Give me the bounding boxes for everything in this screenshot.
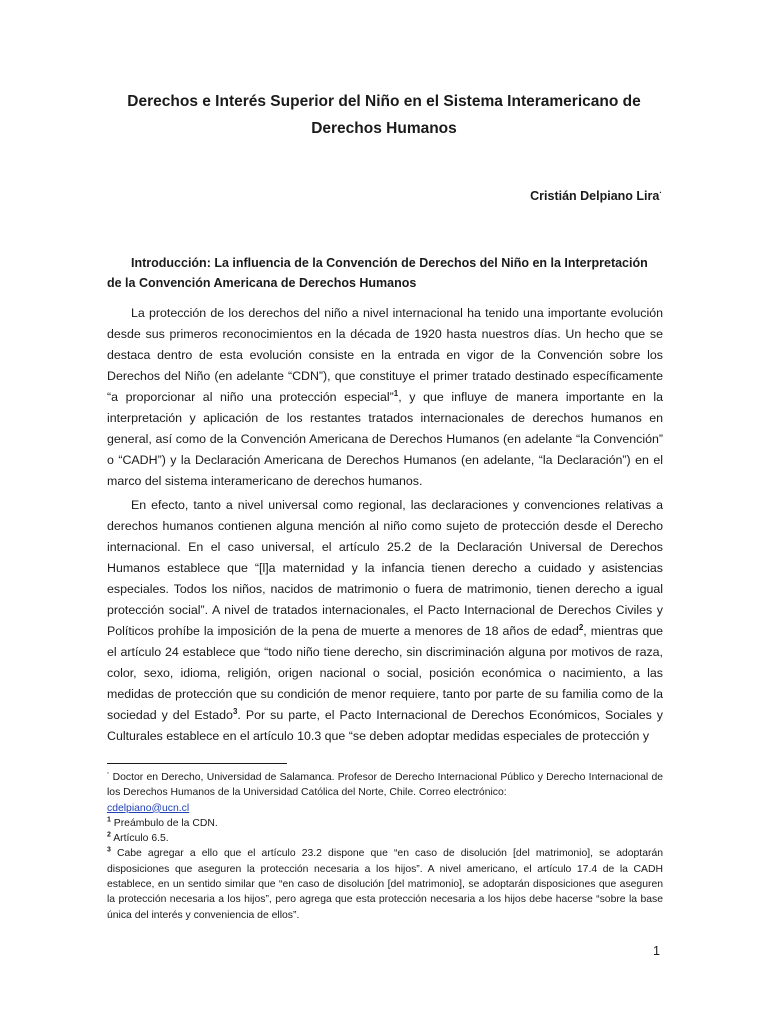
footnote-separator <box>107 763 287 764</box>
section-heading: Introducción: La influencia de la Convención de Derechos del Niño en la Interpretación de la Convención Americana de Derechos Humanos <box>107 256 648 290</box>
footnotes <box>107 770 663 923</box>
document-title: Derechos e Interés Superior del Niño en el Sistema Interamericano de Derechos Humanos <box>127 93 641 137</box>
footnote-ref-1[interactable]: 1 <box>393 388 399 398</box>
paragraph-1-text-b: , y que influye de manera importante en la interpretación y aplicación de los restantes tratados internacionales de derechos humanos en general, así como de la Convención Americana de Derechos Humanos (en adelante “la Convención” o “CADH”) y la Declaración Americana de Derechos Humanos (en adelante, “la Declaración”) en el marco del sistema interamericano de derechos humanos. <box>107 390 664 488</box>
footnote-author-text: Doctor en Derecho, Universidad de Salamanca. Profesor de Derecho Internacional Público y Derecho Internacional de los Derechos Humanos de la Universidad Católica del Norte, Chile. Correo electrónico: <box>107 772 663 799</box>
footnote-author <box>107 770 663 816</box>
footnote-3 <box>107 846 663 922</box>
paragraph-1-text-a: La protección de los derechos del niño a nivel internacional ha tenido una importante evolución desde sus primeros reconocimientos en la década de 1920 hasta nuestros días. Un hecho que se destaca dentro de esta evolución consiste en la entrada en vigor de la Convención sobre los Derechos del Niño (en adelante “CDN”), que constituye el primer tratado destinado específicamente “a proporcionar al niño una protección especial” <box>107 306 663 404</box>
author-name-text: Cristián Delpiano Lira <box>530 189 660 203</box>
paragraph-2-text-c: . Por su parte, el Pacto Internacional de Derechos Económicos, Sociales y Culturales establece en el artículo 10.3 que “se deben adoptar medidas especiales de protección y <box>107 708 664 743</box>
footnote-marker-2: 2 <box>107 831 111 839</box>
footnote-marker-author: · <box>107 770 110 778</box>
author-name <box>530 189 662 203</box>
page-number: 1 <box>653 944 660 958</box>
email-link[interactable]: cdelpiano@ucn.cl <box>107 802 190 814</box>
footnote-ref-3[interactable]: 3 <box>232 706 238 716</box>
paragraph-1 <box>107 303 663 492</box>
author-footnote-marker[interactable]: · <box>659 187 662 197</box>
paragraph-2-text-b: , mientras que el artículo 24 establece que “todo niño tiene derecho, sin discriminación alguna por motivos de raza, color, sexo, idioma, religión, origen nacional o social, posición económica o nacimiento, a las medidas de protección que su condición de menor requiere, tanto por parte de su familia como de la sociedad y del Estado <box>107 624 664 722</box>
paragraph-2-text-a: En efecto, tanto a nivel universal como regional, las declaraciones y convenciones relativas a derechos humanos contienen alguna mención al niño como sujeto de protección desde el Derecho internacional. En el caso universal, el artículo 25.2 de la Declaración Universal de Derechos Humanos establece que “[l]a maternidad y la infancia tienen derecho a cuidado y asistencias especiales. Todos los niños, nacidos de matrimonio o fuera de matrimonio, tienen derecho a igual protección social”. A nivel de tratados internacionales, el Pacto Internacional de Derechos Civiles y Políticos prohíbe la imposición de la pena de muerte a menores de 18 años de edad <box>107 498 663 638</box>
footnote-3-text: Cabe agregar a ello que el artículo 23.2 dispone que “en caso de disolución [del matrimonio], se adoptarán disposiciones que aseguren la protección necesaria a los hijos”. A nivel americano, el artículo 17.4 de la CADH establece, en un sentido similar que “en caso de disolución [del matrimonio], se adoptarán disposiciones que aseguren la protección necesaria a los hijos”, pero agrega que esta protección necesaria a los hijos debe hacerse “sobre la base única del interés y conveniencia de ellos”. <box>107 848 663 921</box>
paragraph-2 <box>107 495 663 747</box>
footnote-marker-3: 3 <box>107 847 111 855</box>
footnote-1-text: Preámbulo de la CDN. <box>110 817 218 829</box>
footnote-2-text: Artículo 6.5. <box>110 833 169 845</box>
footnote-2 <box>107 831 663 846</box>
footnote-1 <box>107 816 663 831</box>
footnote-ref-2[interactable]: 2 <box>578 622 584 632</box>
footnote-marker-1: 1 <box>107 816 111 824</box>
